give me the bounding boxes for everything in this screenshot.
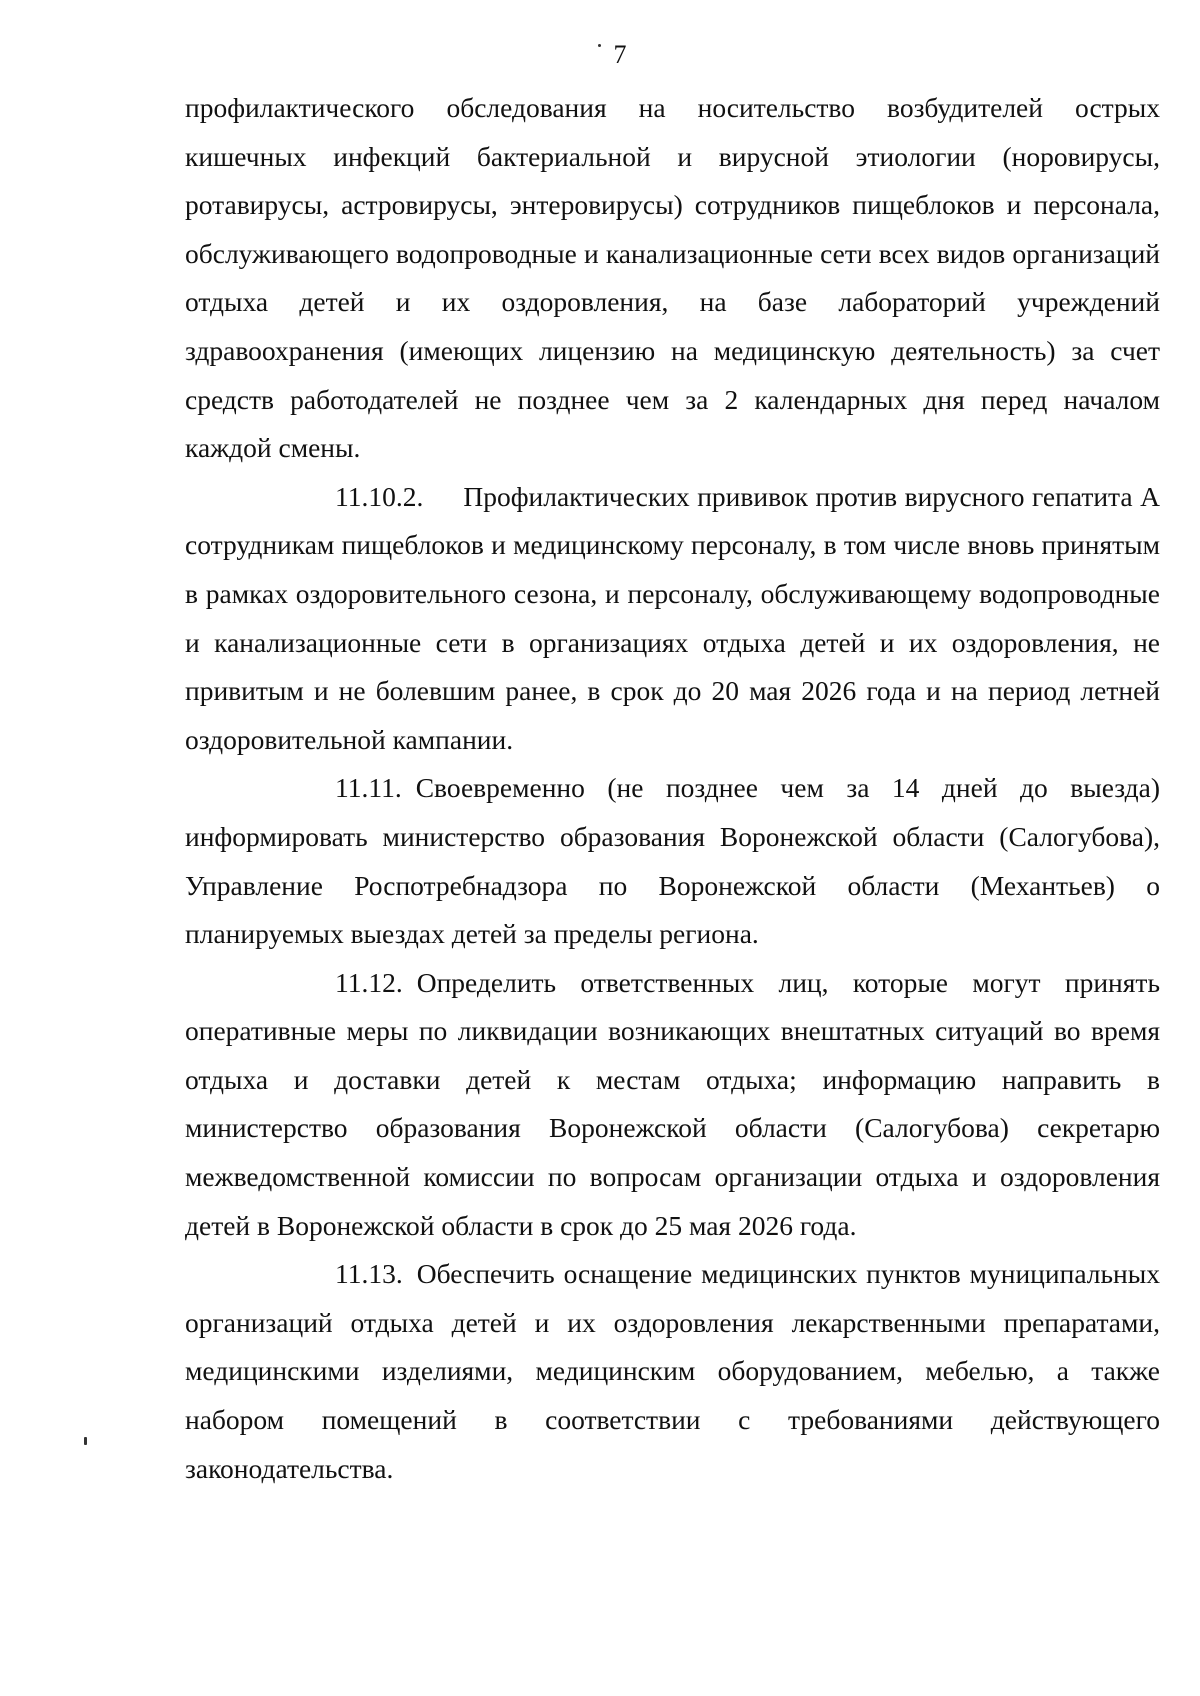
paragraph-11-12 xyxy=(185,959,1160,1251)
page-number: 7 xyxy=(613,40,627,69)
clause-number: 11.11. xyxy=(335,772,402,804)
document-body xyxy=(185,84,1160,1493)
scan-speck xyxy=(84,1437,87,1445)
paragraph-continued xyxy=(185,84,1160,473)
paragraph-text: Своевременно (не позднее чем за 14 дней до выезда) информировать министерство образования Воронежской области (Салогубова), Управление Роспотребнадзора по Воронежской области (Механтьев) о планируемых выездах детей за пределы региона. xyxy=(185,772,1160,950)
paragraph-11-10-2 xyxy=(185,473,1160,765)
paragraph-11-11 xyxy=(185,764,1160,958)
paragraph-text: Определить ответственных лиц, которые могут принять оперативные меры по ликвидации возникающих внештатных ситуаций во время отдыха и доставки детей к местам отдыха; информацию направить в министерство образования Воронежской области (Салогубова) секретарю межведомственной комиссии по вопросам организации отдыха и оздоровления детей в Воронежской области в срок до 25 мая 2026 года. xyxy=(185,966,1160,1241)
clause-number: 11.13. xyxy=(335,1258,403,1290)
paragraph-text: Обеспечить оснащение медицинских пунктов муниципальных организаций отдыха детей и их оздоровления лекарственными препаратами, медицинскими изделиями, медицинским оборудованием, мебелью, а также набором помещений в соответствии с требованиями действующего законодательства. xyxy=(185,1258,1160,1484)
paragraph-text: Профилактических прививок против вирусного гепатита А сотрудникам пищеблоков и медицинскому персоналу, в том числе вновь принятым в рамках оздоровительного сезона, и персоналу, обслуживающему водопроводные и канализационные сети в организациях отдыха детей и их оздоровления, не привитым и не болевшим ранее, в срок до 20 мая 2026 года и на период летней оздоровительной кампании. xyxy=(185,480,1160,755)
paragraph-11-13 xyxy=(185,1250,1160,1493)
clause-number: 11.12. xyxy=(335,966,403,998)
paragraph-text: профилактического обследования на носительство возбудителей острых кишечных инфекций бактериальной и вирусной этиологии (норовирусы, ротавирусы, астровирусы, энтеровирусы) сотрудников пищеблоков и персонала, обслуживающего водопроводные и канализационные сети всех видов организаций отдыха детей и их оздоровления, на базе лабораторий учреждений здравоохранения (имеющих лицензию на медицинскую деятельность) за счет средств работодателей не позднее чем за 2 календарных дня перед началом каждой смены. xyxy=(185,92,1160,464)
scan-speck xyxy=(598,44,601,47)
clause-number: 11.10.2. xyxy=(335,480,424,512)
